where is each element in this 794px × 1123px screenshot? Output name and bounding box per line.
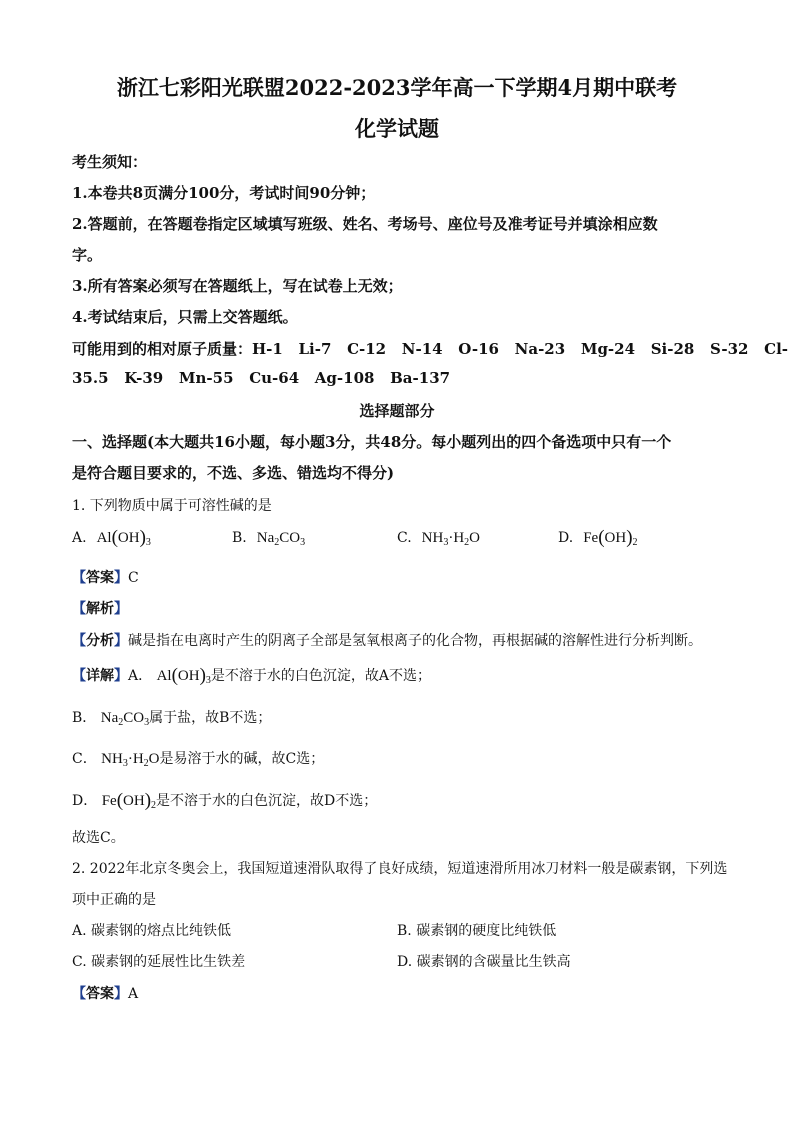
q1-detail-b-text: 属于盐，故B不选； <box>149 710 272 726</box>
section-heading-line-2: 是符合题目要求的，不选、多选、错选均不得分) <box>72 464 395 482</box>
q2-option-a: A. 碳素钢的熔点比纯铁低 <box>72 923 232 939</box>
q1-detail-a-text: 是不溶于水的白色沉淀，故A不选； <box>210 668 432 684</box>
q1-option-b-letter: B. <box>232 530 247 546</box>
q1-answer-tag-open: 【 <box>72 570 86 586</box>
exam-subtitle: 化学试题 <box>355 116 439 141</box>
q1-fenxi-text: 碱是指在电离时产生的阴离子全部是氢氧根离子的化合物，再根据碱的溶解性进行分析判断。 <box>128 633 702 649</box>
q1-fenxi-tag-close: 】 <box>114 633 128 649</box>
notice-item-4: 4.考试结束后，只需上交答题纸。 <box>72 308 298 326</box>
q1-detail-tag-close: 】 <box>114 668 128 684</box>
q1-option-a-formula: $Al(OH)_3$ <box>96 527 151 548</box>
q1-detail-b-prefix: B． <box>72 710 97 726</box>
q1-detail-c-text: 是易溶于水的碱，故C选； <box>159 751 325 767</box>
q1-answer-value: C <box>128 570 139 586</box>
notice-item-1: 1.本卷共8页满分100分，考试时间90分钟； <box>72 184 376 202</box>
q1-detail-b-formula: $Na_2CO_3$ <box>100 710 150 728</box>
q1-analysis <box>72 598 128 618</box>
q1-detail-a <box>72 665 431 685</box>
atomic-mass-line-2: 35.5 K-39 Mn-55 Cu-64 Ag-108 Ba-137 <box>72 369 451 387</box>
section-heading-line-1: 一、选择题(本大题共16小题，每小题3分，共48分。每小题列出的四个备选项中只有一个 <box>72 433 672 451</box>
q2-answer-tag-close: 】 <box>114 986 128 1002</box>
q2-stem-line-2: 项中正确的是 <box>72 892 156 908</box>
q1-detail-d-prefix: D． <box>72 793 98 809</box>
q1-option-b-formula: $Na_2CO_3$ <box>256 530 306 548</box>
q1-analysis-tag-close: 】 <box>114 601 128 617</box>
q1-detail-d <box>72 790 377 810</box>
q2-answer-tag-open: 【 <box>72 986 86 1002</box>
exam-title: 浙江七彩阳光联盟2022-2023学年高一下学期4月期中联考 <box>116 75 678 100</box>
q1-analysis-tag: 解析 <box>86 601 114 617</box>
q1-detail-b <box>72 707 271 727</box>
q1-detail-c-formula: $NH_3\cdot H_2O$ <box>101 751 160 769</box>
q1-answer-tag-close: 】 <box>114 570 128 586</box>
q2-answer <box>72 983 138 1003</box>
q1-option-a-letter: A. <box>72 530 87 546</box>
q1-detail-a-formula: $Al(OH)_3$ <box>156 665 211 686</box>
q1-analysis-tag-open: 【 <box>72 601 86 617</box>
q1-detail-tag-open: 【 <box>72 668 86 684</box>
q1-detail-a-prefix: A． <box>128 668 153 684</box>
q1-fenxi <box>72 630 702 650</box>
q2-answer-tag: 答案 <box>86 986 114 1002</box>
q1-detail-tag: 详解 <box>86 668 114 684</box>
q1-option-d-letter: D. <box>558 530 574 546</box>
section-title: 选择题部分 <box>359 402 435 420</box>
q1-option-a <box>72 527 151 548</box>
notice-item-3: 3.所有答案必须写在答题纸上，写在试卷上无效； <box>72 277 403 295</box>
q1-detail-c-prefix: C． <box>72 751 97 767</box>
q1-option-d-formula: $Fe(OH)_2$ <box>583 527 638 548</box>
q1-answer-tag: 答案 <box>86 570 114 586</box>
q1-conclusion: 故选C。 <box>72 830 125 846</box>
q1-option-d <box>558 527 638 548</box>
notice-heading: 考生须知： <box>72 153 148 171</box>
q2-stem-line-1: 2. 2022年北京冬奥会上，我国短道速滑队取得了良好成绩，短道速滑所用冰刀材料一般是碳素钢，下列选 <box>72 861 728 877</box>
q1-fenxi-tag: 分析 <box>86 633 114 649</box>
q2-option-b: B. 碳素钢的硬度比纯铁低 <box>397 923 557 939</box>
q1-option-c-letter: C. <box>397 530 412 546</box>
q2-option-c: C. 碳素钢的延展性比生铁差 <box>72 954 246 970</box>
q1-stem: 1. 下列物质中属于可溶性碱的是 <box>72 498 272 514</box>
q1-detail-d-formula: $Fe(OH)_2$ <box>101 790 157 811</box>
q1-option-c <box>397 530 480 547</box>
q1-answer <box>72 567 139 587</box>
q1-fenxi-tag-open: 【 <box>72 633 86 649</box>
notice-item-2-cont: 字。 <box>72 246 103 264</box>
notice-item-2: 2.答题前，在答题卷指定区域填写班级、姓名、考场号、座位号及准考证号并填涂相应数 <box>72 215 658 233</box>
q1-option-c-formula: $NH_3\cdot H_2O$ <box>421 530 481 548</box>
q2-option-d: D. 碳素钢的含碳量比生铁高 <box>397 954 571 970</box>
atomic-mass-line-1: 可能用到的相对原子质量：H-1 Li-7 C-12 N-14 O-16 Na-23 Mg-24 Si-28 S-32 Cl- <box>72 340 789 358</box>
q2-answer-value: A <box>128 986 139 1002</box>
q1-option-b <box>232 530 305 547</box>
q1-detail-d-text: 是不溶于水的白色沉淀，故D不选； <box>156 793 378 809</box>
q1-detail-c <box>72 748 324 768</box>
